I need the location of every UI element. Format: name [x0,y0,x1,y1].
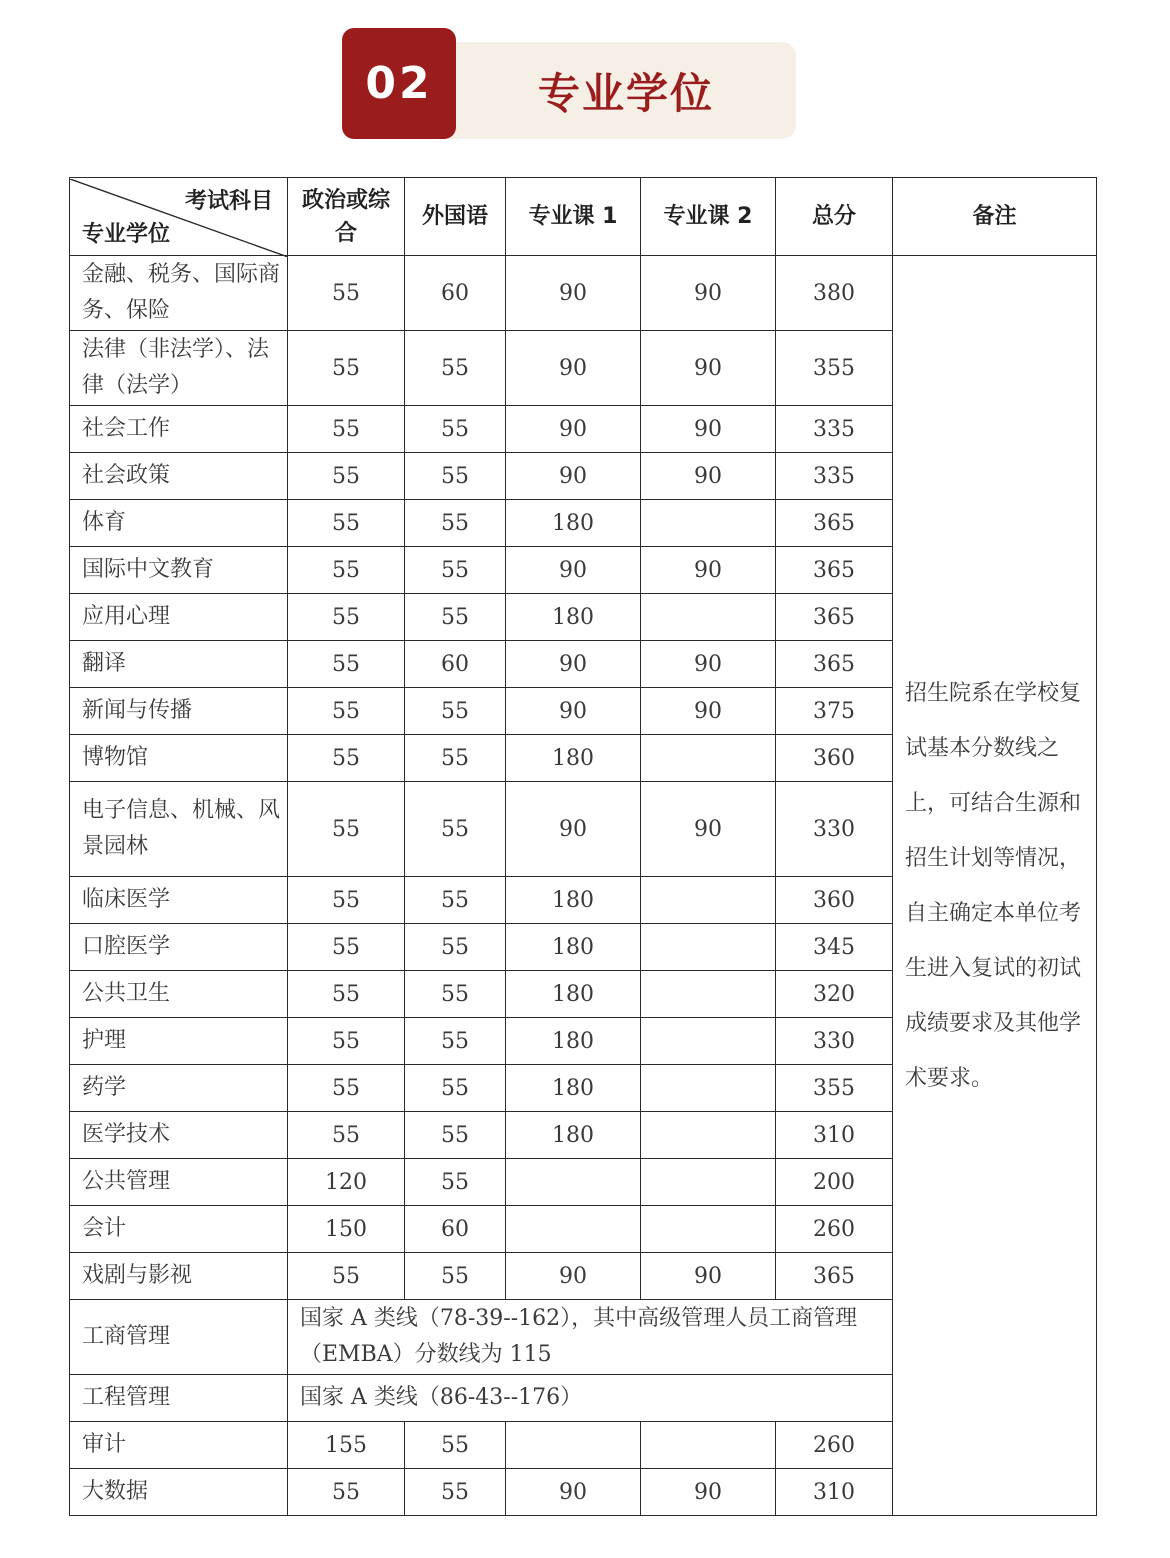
score-cell: 310 [776,1469,893,1516]
score-cell: 180 [506,1065,641,1112]
score-table [69,177,1097,1516]
score-cell: 55 [288,500,405,547]
score-cell: 55 [288,1065,405,1112]
score-cell: 180 [506,971,641,1018]
score-cell: 55 [288,256,405,331]
row-name: 翻译 [70,641,288,688]
score-cell: 90 [506,688,641,735]
score-cell: 55 [405,782,506,877]
score-cell: 155 [288,1422,405,1469]
score-cell [641,1206,776,1253]
row-name: 工程管理 [70,1375,288,1422]
score-cell: 180 [506,877,641,924]
score-cell [641,735,776,782]
row-name: 口腔医学 [70,924,288,971]
score-cell [506,1159,641,1206]
score-cell: 365 [776,547,893,594]
row-name: 公共管理 [70,1159,288,1206]
table-row [70,256,1097,331]
score-cell: 55 [405,688,506,735]
row-name: 社会工作 [70,406,288,453]
score-cell: 55 [288,453,405,500]
row-name: 工商管理 [70,1300,288,1375]
score-cell: 380 [776,256,893,331]
score-cell: 55 [405,331,506,406]
score-cell: 55 [405,1159,506,1206]
span-cell: 国家 A 类线（86-43--176） [288,1375,893,1422]
score-cell: 90 [641,547,776,594]
score-cell: 355 [776,1065,893,1112]
score-cell: 260 [776,1422,893,1469]
corner-bottom-label: 专业学位 [82,221,171,247]
score-cell: 310 [776,1112,893,1159]
score-cell: 320 [776,971,893,1018]
score-cell: 60 [405,1206,506,1253]
score-cell: 55 [288,924,405,971]
score-cell [506,1206,641,1253]
score-cell: 90 [506,453,641,500]
score-cell: 150 [288,1206,405,1253]
row-name: 大数据 [70,1469,288,1516]
score-cell: 55 [288,735,405,782]
row-name: 国际中文教育 [70,547,288,594]
score-cell: 330 [776,782,893,877]
score-cell: 90 [641,641,776,688]
span-cell: 国家 A 类线（78-39--162），其中高级管理人员工商管理（EMBA）分数线为 115 [288,1300,893,1375]
score-cell: 55 [405,594,506,641]
score-cell: 55 [288,971,405,1018]
score-cell: 55 [405,877,506,924]
score-cell [641,1018,776,1065]
col-header: 专业课 2 [641,178,776,256]
table-header-row [70,178,1097,256]
row-name: 医学技术 [70,1112,288,1159]
score-cell: 55 [288,547,405,594]
score-cell: 90 [641,688,776,735]
score-cell: 365 [776,594,893,641]
score-cell: 55 [405,1018,506,1065]
score-cell: 55 [288,1018,405,1065]
score-cell: 55 [405,1065,506,1112]
section-number-badge: 02 [342,28,456,139]
score-cell: 180 [506,924,641,971]
row-name: 会计 [70,1206,288,1253]
score-cell: 55 [405,1112,506,1159]
row-name: 法律（非法学）、法律（法学） [70,331,288,406]
row-name: 电子信息、机械、风景园林 [70,782,288,877]
score-cell: 90 [641,1469,776,1516]
score-cell: 90 [506,1469,641,1516]
score-cell: 55 [288,877,405,924]
score-cell: 200 [776,1159,893,1206]
score-cell: 90 [641,331,776,406]
score-cell: 365 [776,1253,893,1300]
score-cell [641,924,776,971]
score-cell: 55 [405,1422,506,1469]
score-cell: 90 [506,1253,641,1300]
score-cell: 180 [506,500,641,547]
score-cell: 90 [506,256,641,331]
score-cell: 55 [405,547,506,594]
score-cell: 335 [776,406,893,453]
row-name: 金融、税务、国际商务、保险 [70,256,288,331]
score-cell: 120 [288,1159,405,1206]
score-cell: 355 [776,331,893,406]
col-header: 总分 [776,178,893,256]
score-cell: 90 [506,547,641,594]
score-cell [641,1065,776,1112]
row-name: 社会政策 [70,453,288,500]
score-cell: 55 [405,1253,506,1300]
score-cell: 330 [776,1018,893,1065]
score-cell: 180 [506,594,641,641]
col-header: 政治或综合 [288,178,405,256]
score-cell [641,877,776,924]
row-name: 审计 [70,1422,288,1469]
score-cell: 90 [641,406,776,453]
row-name: 公共卫生 [70,971,288,1018]
remarks-cell: 招生院系在学校复试基本分数线之上，可结合生源和招生计划等情况，自主确定本单位考生进入复试的初试成绩要求及其他学术要求。 [893,256,1097,1516]
score-cell: 55 [288,1253,405,1300]
col-header: 外国语 [405,178,506,256]
score-cell: 375 [776,688,893,735]
score-cell [641,1159,776,1206]
col-header: 备注 [893,178,1097,256]
corner-header [70,178,288,256]
score-cell: 55 [405,924,506,971]
score-cell: 345 [776,924,893,971]
row-name: 体育 [70,500,288,547]
score-cell: 365 [776,500,893,547]
row-name: 药学 [70,1065,288,1112]
row-name: 应用心理 [70,594,288,641]
score-cell: 55 [405,406,506,453]
score-cell: 55 [405,735,506,782]
corner-top-label: 考试科目 [184,188,273,214]
score-cell: 90 [506,641,641,688]
score-cell [641,500,776,547]
score-cell: 55 [405,500,506,547]
score-cell: 55 [288,331,405,406]
score-cell: 55 [288,688,405,735]
score-cell: 90 [641,453,776,500]
score-cell [641,1112,776,1159]
score-cell [641,971,776,1018]
score-cell: 260 [776,1206,893,1253]
score-cell: 55 [405,453,506,500]
row-name: 新闻与传播 [70,688,288,735]
row-name: 临床医学 [70,877,288,924]
score-cell: 90 [641,782,776,877]
score-cell: 55 [288,594,405,641]
score-cell: 55 [405,1469,506,1516]
row-name: 护理 [70,1018,288,1065]
score-cell: 60 [405,256,506,331]
score-cell: 360 [776,735,893,782]
row-name: 戏剧与影视 [70,1253,288,1300]
score-cell: 90 [506,406,641,453]
score-cell: 180 [506,735,641,782]
score-cell: 335 [776,453,893,500]
score-cell: 365 [776,641,893,688]
score-cell: 360 [776,877,893,924]
score-cell: 55 [288,782,405,877]
score-cell: 90 [506,782,641,877]
score-cell: 60 [405,641,506,688]
score-cell: 180 [506,1112,641,1159]
score-cell [641,1422,776,1469]
score-cell: 90 [506,331,641,406]
score-cell: 55 [288,406,405,453]
score-cell [506,1422,641,1469]
score-cell: 55 [288,1469,405,1516]
row-name: 博物馆 [70,735,288,782]
score-cell: 55 [288,1112,405,1159]
col-header: 专业课 1 [506,178,641,256]
score-cell [641,594,776,641]
score-cell: 180 [506,1018,641,1065]
score-cell: 90 [641,1253,776,1300]
score-cell: 55 [288,641,405,688]
score-cell: 90 [641,256,776,331]
score-cell: 55 [405,971,506,1018]
section-title: 专业学位 [537,68,714,118]
